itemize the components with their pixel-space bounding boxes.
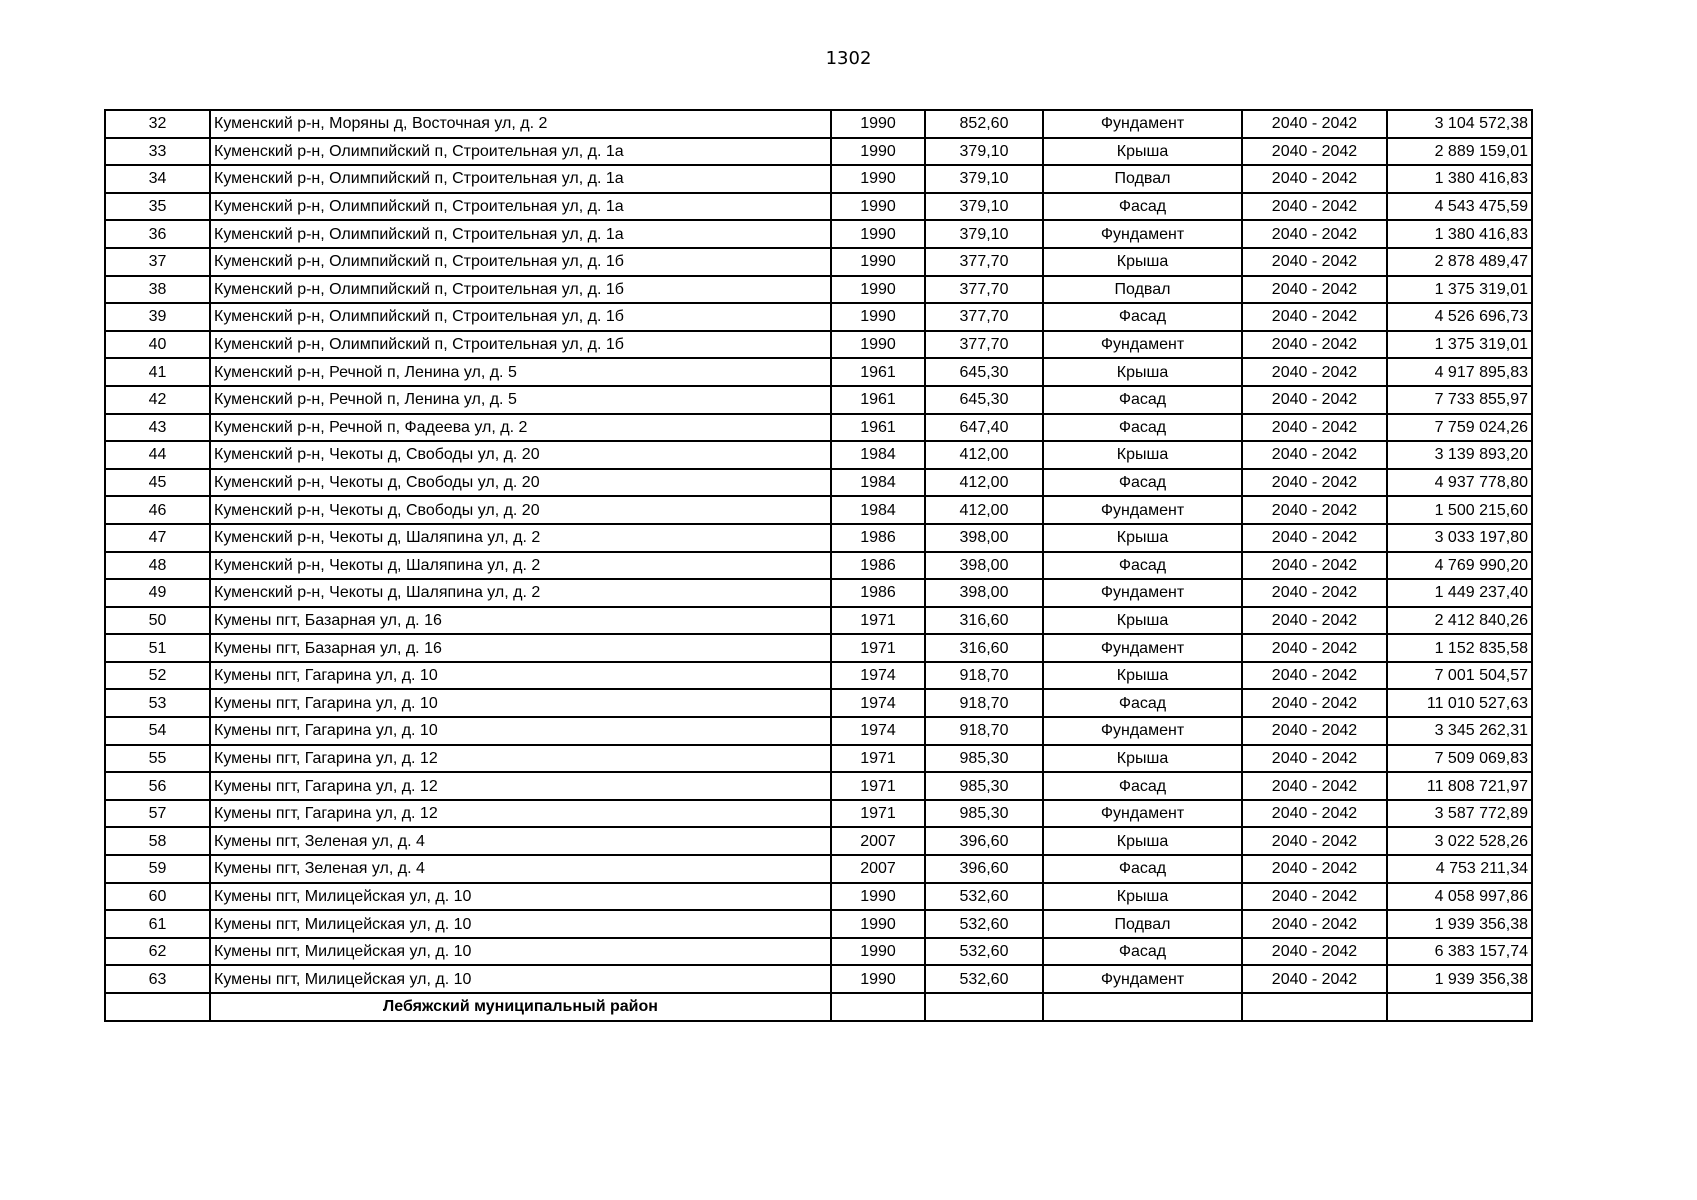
address-cell: Кумены пгт, Гагарина ул, д. 10 xyxy=(210,662,831,690)
period-cell: 2040 - 2042 xyxy=(1242,607,1387,635)
cost-cell: 11 010 527,63 xyxy=(1387,689,1532,717)
cost-cell: 4 769 990,20 xyxy=(1387,552,1532,580)
row-number-cell: 34 xyxy=(105,165,210,193)
work-type-cell: Подвал xyxy=(1043,276,1242,304)
period-cell: 2040 - 2042 xyxy=(1242,717,1387,745)
period-cell: 2040 - 2042 xyxy=(1242,138,1387,166)
cost-cell: 2 412 840,26 xyxy=(1387,607,1532,635)
area-cell: 377,70 xyxy=(925,276,1043,304)
row-number-cell: 39 xyxy=(105,303,210,331)
area-cell: 985,30 xyxy=(925,745,1043,773)
cost-cell: 2 878 489,47 xyxy=(1387,248,1532,276)
work-type-cell: Подвал xyxy=(1043,910,1242,938)
cost-cell: 7 001 504,57 xyxy=(1387,662,1532,690)
year-built-cell: 1990 xyxy=(831,220,925,248)
year-built-cell: 1986 xyxy=(831,524,925,552)
address-cell: Кумены пгт, Милицейская ул, д. 10 xyxy=(210,910,831,938)
cost-cell: 4 937 778,80 xyxy=(1387,469,1532,497)
row-number-cell: 52 xyxy=(105,662,210,690)
period-cell: 2040 - 2042 xyxy=(1242,110,1387,138)
address-cell: Куменский р-н, Чекоты д, Шаляпина ул, д. 2 xyxy=(210,579,831,607)
row-number-cell: 45 xyxy=(105,469,210,497)
period-cell: 2040 - 2042 xyxy=(1242,745,1387,773)
area-cell: 379,10 xyxy=(925,138,1043,166)
table-row xyxy=(105,772,1532,800)
cost-cell: 1 449 237,40 xyxy=(1387,579,1532,607)
period-cell: 2040 - 2042 xyxy=(1242,331,1387,359)
work-type-cell: Фундамент xyxy=(1043,331,1242,359)
row-number-cell: 48 xyxy=(105,552,210,580)
area-cell: 396,60 xyxy=(925,827,1043,855)
area-cell: 918,70 xyxy=(925,662,1043,690)
period-cell: 2040 - 2042 xyxy=(1242,827,1387,855)
year-built-cell: 1971 xyxy=(831,745,925,773)
work-type-cell: Фасад xyxy=(1043,414,1242,442)
table-row xyxy=(105,607,1532,635)
address-cell: Куменский р-н, Олимпийский п, Строительная ул, д. 1а xyxy=(210,193,831,221)
work-type-cell: Крыша xyxy=(1043,662,1242,690)
address-cell: Куменский р-н, Речной п, Фадеева ул, д. 2 xyxy=(210,414,831,442)
table-row xyxy=(105,800,1532,828)
cost-cell: 7 733 855,97 xyxy=(1387,386,1532,414)
cost-cell: 1 939 356,38 xyxy=(1387,965,1532,993)
period-cell: 2040 - 2042 xyxy=(1242,358,1387,386)
period-cell: 2040 - 2042 xyxy=(1242,634,1387,662)
row-number-cell: 38 xyxy=(105,276,210,304)
year-built-cell: 1971 xyxy=(831,634,925,662)
year-built-cell: 1986 xyxy=(831,579,925,607)
period-cell: 2040 - 2042 xyxy=(1242,496,1387,524)
row-number-cell: 62 xyxy=(105,938,210,966)
table-row xyxy=(105,524,1532,552)
address-cell: Куменский р-н, Олимпийский п, Строительная ул, д. 1б xyxy=(210,303,831,331)
address-cell: Кумены пгт, Гагарина ул, д. 10 xyxy=(210,689,831,717)
period-cell: 2040 - 2042 xyxy=(1242,386,1387,414)
cost-cell: 4 753 211,34 xyxy=(1387,855,1532,883)
work-type-cell: Крыша xyxy=(1043,827,1242,855)
work-type-cell: Крыша xyxy=(1043,138,1242,166)
row-number-cell: 46 xyxy=(105,496,210,524)
table-row xyxy=(105,855,1532,883)
address-cell: Куменский р-н, Моряны д, Восточная ул, д. 2 xyxy=(210,110,831,138)
table-row xyxy=(105,662,1532,690)
table-row xyxy=(105,248,1532,276)
work-type-cell: Фасад xyxy=(1043,772,1242,800)
year-built-cell: 2007 xyxy=(831,827,925,855)
year-built-cell: 1974 xyxy=(831,717,925,745)
address-cell: Кумены пгт, Зеленая ул, д. 4 xyxy=(210,855,831,883)
table-row xyxy=(105,552,1532,580)
area-cell: 377,70 xyxy=(925,331,1043,359)
work-type-cell: Фундамент xyxy=(1043,110,1242,138)
table-row xyxy=(105,883,1532,911)
work-type-cell: Фундамент xyxy=(1043,496,1242,524)
table-row xyxy=(105,634,1532,662)
address-cell: Кумены пгт, Базарная ул, д. 16 xyxy=(210,634,831,662)
year-built-cell: 1990 xyxy=(831,331,925,359)
repair-schedule-table xyxy=(104,109,1533,1022)
table-row xyxy=(105,689,1532,717)
year-built-cell: 1961 xyxy=(831,414,925,442)
work-type-cell: Крыша xyxy=(1043,745,1242,773)
period-cell: 2040 - 2042 xyxy=(1242,552,1387,580)
area-cell: 398,00 xyxy=(925,552,1043,580)
cost-cell: 1 500 215,60 xyxy=(1387,496,1532,524)
year-built-cell: 1990 xyxy=(831,110,925,138)
work-type-cell: Крыша xyxy=(1043,441,1242,469)
table-row xyxy=(105,469,1532,497)
address-cell: Куменский р-н, Олимпийский п, Строительная ул, д. 1б xyxy=(210,331,831,359)
cost-cell: 3 345 262,31 xyxy=(1387,717,1532,745)
empty-cell xyxy=(1242,993,1387,1021)
address-cell: Куменский р-н, Олимпийский п, Строительная ул, д. 1а xyxy=(210,165,831,193)
address-cell: Куменский р-н, Чекоты д, Свободы ул, д. 20 xyxy=(210,441,831,469)
table-row xyxy=(105,220,1532,248)
year-built-cell: 1990 xyxy=(831,938,925,966)
row-number-cell: 50 xyxy=(105,607,210,635)
work-type-cell: Крыша xyxy=(1043,248,1242,276)
area-cell: 645,30 xyxy=(925,358,1043,386)
area-cell: 377,70 xyxy=(925,303,1043,331)
year-built-cell: 1990 xyxy=(831,138,925,166)
work-type-cell: Крыша xyxy=(1043,883,1242,911)
area-cell: 316,60 xyxy=(925,607,1043,635)
area-cell: 532,60 xyxy=(925,965,1043,993)
address-cell: Кумены пгт, Милицейская ул, д. 10 xyxy=(210,938,831,966)
row-number-cell: 33 xyxy=(105,138,210,166)
period-cell: 2040 - 2042 xyxy=(1242,883,1387,911)
period-cell: 2040 - 2042 xyxy=(1242,303,1387,331)
cost-cell: 1 939 356,38 xyxy=(1387,910,1532,938)
area-cell: 985,30 xyxy=(925,772,1043,800)
year-built-cell: 1974 xyxy=(831,689,925,717)
row-number-cell: 40 xyxy=(105,331,210,359)
work-type-cell: Фасад xyxy=(1043,193,1242,221)
table-row xyxy=(105,579,1532,607)
cost-cell: 1 380 416,83 xyxy=(1387,220,1532,248)
address-cell: Куменский р-н, Олимпийский п, Строительная ул, д. 1а xyxy=(210,138,831,166)
row-number-cell: 43 xyxy=(105,414,210,442)
cost-cell: 3 022 528,26 xyxy=(1387,827,1532,855)
year-built-cell: 2007 xyxy=(831,855,925,883)
empty-cell xyxy=(831,993,925,1021)
table-row xyxy=(105,441,1532,469)
period-cell: 2040 - 2042 xyxy=(1242,193,1387,221)
table-row xyxy=(105,193,1532,221)
period-cell: 2040 - 2042 xyxy=(1242,220,1387,248)
area-cell: 412,00 xyxy=(925,441,1043,469)
table-row xyxy=(105,938,1532,966)
period-cell: 2040 - 2042 xyxy=(1242,276,1387,304)
row-number-cell: 61 xyxy=(105,910,210,938)
area-cell: 379,10 xyxy=(925,220,1043,248)
period-cell: 2040 - 2042 xyxy=(1242,165,1387,193)
year-built-cell: 1961 xyxy=(831,386,925,414)
year-built-cell: 1971 xyxy=(831,800,925,828)
table-row xyxy=(105,965,1532,993)
address-cell: Кумены пгт, Гагарина ул, д. 12 xyxy=(210,772,831,800)
row-number-cell: 36 xyxy=(105,220,210,248)
period-cell: 2040 - 2042 xyxy=(1242,910,1387,938)
address-cell: Кумены пгт, Гагарина ул, д. 10 xyxy=(210,717,831,745)
table-row xyxy=(105,414,1532,442)
area-cell: 379,10 xyxy=(925,165,1043,193)
row-number-cell: 55 xyxy=(105,745,210,773)
address-cell: Кумены пгт, Зеленая ул, д. 4 xyxy=(210,827,831,855)
area-cell: 379,10 xyxy=(925,193,1043,221)
year-built-cell: 1990 xyxy=(831,965,925,993)
year-built-cell: 1990 xyxy=(831,276,925,304)
address-cell: Куменский р-н, Олимпийский п, Строительная ул, д. 1б xyxy=(210,248,831,276)
area-cell: 532,60 xyxy=(925,883,1043,911)
period-cell: 2040 - 2042 xyxy=(1242,248,1387,276)
row-number-cell: 37 xyxy=(105,248,210,276)
work-type-cell: Фундамент xyxy=(1043,579,1242,607)
row-number-cell: 47 xyxy=(105,524,210,552)
year-built-cell: 1990 xyxy=(831,248,925,276)
year-built-cell: 1971 xyxy=(831,607,925,635)
row-number-cell: 49 xyxy=(105,579,210,607)
address-cell: Кумены пгт, Базарная ул, д. 16 xyxy=(210,607,831,635)
cost-cell: 3 139 893,20 xyxy=(1387,441,1532,469)
table-row xyxy=(105,110,1532,138)
row-number-cell: 63 xyxy=(105,965,210,993)
table-row xyxy=(105,717,1532,745)
address-cell: Куменский р-н, Чекоты д, Свободы ул, д. 20 xyxy=(210,469,831,497)
cost-cell: 7 509 069,83 xyxy=(1387,745,1532,773)
area-cell: 398,00 xyxy=(925,579,1043,607)
cost-cell: 6 383 157,74 xyxy=(1387,938,1532,966)
period-cell: 2040 - 2042 xyxy=(1242,689,1387,717)
year-built-cell: 1961 xyxy=(831,358,925,386)
cost-cell: 11 808 721,97 xyxy=(1387,772,1532,800)
period-cell: 2040 - 2042 xyxy=(1242,524,1387,552)
table-row xyxy=(105,496,1532,524)
area-cell: 316,60 xyxy=(925,634,1043,662)
work-type-cell: Крыша xyxy=(1043,607,1242,635)
work-type-cell: Фундамент xyxy=(1043,220,1242,248)
period-cell: 2040 - 2042 xyxy=(1242,855,1387,883)
period-cell: 2040 - 2042 xyxy=(1242,772,1387,800)
row-number-cell: 53 xyxy=(105,689,210,717)
cost-cell: 2 889 159,01 xyxy=(1387,138,1532,166)
page-number: 1302 xyxy=(825,48,872,69)
row-number-cell: 58 xyxy=(105,827,210,855)
district-heading-row xyxy=(105,993,1532,1021)
table-row xyxy=(105,386,1532,414)
area-cell: 918,70 xyxy=(925,717,1043,745)
address-cell: Куменский р-н, Чекоты д, Шаляпина ул, д. 2 xyxy=(210,552,831,580)
row-number-cell: 35 xyxy=(105,193,210,221)
period-cell: 2040 - 2042 xyxy=(1242,469,1387,497)
period-cell: 2040 - 2042 xyxy=(1242,579,1387,607)
table-row xyxy=(105,276,1532,304)
row-number-cell: 54 xyxy=(105,717,210,745)
row-number-cell: 42 xyxy=(105,386,210,414)
row-number-cell: 44 xyxy=(105,441,210,469)
cost-cell: 3 587 772,89 xyxy=(1387,800,1532,828)
year-built-cell: 1984 xyxy=(831,469,925,497)
area-cell: 647,40 xyxy=(925,414,1043,442)
cost-cell: 1 380 416,83 xyxy=(1387,165,1532,193)
table-row xyxy=(105,910,1532,938)
area-cell: 398,00 xyxy=(925,524,1043,552)
table-row xyxy=(105,303,1532,331)
table-row xyxy=(105,827,1532,855)
address-cell: Куменский р-н, Речной п, Ленина ул, д. 5 xyxy=(210,358,831,386)
work-type-cell: Фасад xyxy=(1043,938,1242,966)
cost-cell: 1 375 319,01 xyxy=(1387,276,1532,304)
cost-cell: 1 375 319,01 xyxy=(1387,331,1532,359)
work-type-cell: Подвал xyxy=(1043,165,1242,193)
period-cell: 2040 - 2042 xyxy=(1242,965,1387,993)
area-cell: 396,60 xyxy=(925,855,1043,883)
area-cell: 412,00 xyxy=(925,496,1043,524)
empty-cell xyxy=(1043,993,1242,1021)
work-type-cell: Фасад xyxy=(1043,386,1242,414)
year-built-cell: 1990 xyxy=(831,165,925,193)
table-row xyxy=(105,165,1532,193)
work-type-cell: Фасад xyxy=(1043,552,1242,580)
work-type-cell: Крыша xyxy=(1043,358,1242,386)
cost-cell: 7 759 024,26 xyxy=(1387,414,1532,442)
area-cell: 532,60 xyxy=(925,938,1043,966)
address-cell: Куменский р-н, Олимпийский п, Строительная ул, д. 1б xyxy=(210,276,831,304)
work-type-cell: Фасад xyxy=(1043,469,1242,497)
year-built-cell: 1971 xyxy=(831,772,925,800)
period-cell: 2040 - 2042 xyxy=(1242,414,1387,442)
address-cell: Кумены пгт, Гагарина ул, д. 12 xyxy=(210,800,831,828)
address-cell: Куменский р-н, Речной п, Ленина ул, д. 5 xyxy=(210,386,831,414)
work-type-cell: Фундамент xyxy=(1043,800,1242,828)
period-cell: 2040 - 2042 xyxy=(1242,938,1387,966)
year-built-cell: 1990 xyxy=(831,910,925,938)
cost-cell: 4 526 696,73 xyxy=(1387,303,1532,331)
row-number-cell: 51 xyxy=(105,634,210,662)
row-number-cell: 32 xyxy=(105,110,210,138)
area-cell: 532,60 xyxy=(925,910,1043,938)
address-cell: Кумены пгт, Милицейская ул, д. 10 xyxy=(210,883,831,911)
cost-cell: 3 104 572,38 xyxy=(1387,110,1532,138)
period-cell: 2040 - 2042 xyxy=(1242,441,1387,469)
work-type-cell: Фундамент xyxy=(1043,965,1242,993)
row-number-cell: 56 xyxy=(105,772,210,800)
table-row xyxy=(105,358,1532,386)
address-cell: Куменский р-н, Чекоты д, Свободы ул, д. 20 xyxy=(210,496,831,524)
year-built-cell: 1974 xyxy=(831,662,925,690)
empty-cell xyxy=(1387,993,1532,1021)
row-number-cell: 57 xyxy=(105,800,210,828)
year-built-cell: 1986 xyxy=(831,552,925,580)
work-type-cell: Фасад xyxy=(1043,855,1242,883)
period-cell: 2040 - 2042 xyxy=(1242,662,1387,690)
cost-cell: 3 033 197,80 xyxy=(1387,524,1532,552)
cost-cell: 4 058 997,86 xyxy=(1387,883,1532,911)
row-number-cell: 41 xyxy=(105,358,210,386)
period-cell: 2040 - 2042 xyxy=(1242,800,1387,828)
address-cell: Куменский р-н, Чекоты д, Шаляпина ул, д. 2 xyxy=(210,524,831,552)
address-cell: Кумены пгт, Милицейская ул, д. 10 xyxy=(210,965,831,993)
work-type-cell: Крыша xyxy=(1043,524,1242,552)
area-cell: 377,70 xyxy=(925,248,1043,276)
area-cell: 645,30 xyxy=(925,386,1043,414)
work-type-cell: Фасад xyxy=(1043,303,1242,331)
area-cell: 985,30 xyxy=(925,800,1043,828)
cost-cell: 4 543 475,59 xyxy=(1387,193,1532,221)
year-built-cell: 1990 xyxy=(831,883,925,911)
cost-cell: 1 152 835,58 xyxy=(1387,634,1532,662)
row-number-cell: 59 xyxy=(105,855,210,883)
table-body xyxy=(105,110,1532,1021)
work-type-cell: Фундамент xyxy=(1043,717,1242,745)
district-heading: Лебяжский муниципальный район xyxy=(210,993,831,1021)
address-cell: Куменский р-н, Олимпийский п, Строительная ул, д. 1а xyxy=(210,220,831,248)
year-built-cell: 1984 xyxy=(831,441,925,469)
empty-cell xyxy=(105,993,210,1021)
year-built-cell: 1984 xyxy=(831,496,925,524)
row-number-cell: 60 xyxy=(105,883,210,911)
work-type-cell: Фасад xyxy=(1043,689,1242,717)
area-cell: 918,70 xyxy=(925,689,1043,717)
cost-cell: 4 917 895,83 xyxy=(1387,358,1532,386)
year-built-cell: 1990 xyxy=(831,193,925,221)
work-type-cell: Фундамент xyxy=(1043,634,1242,662)
year-built-cell: 1990 xyxy=(831,303,925,331)
area-cell: 852,60 xyxy=(925,110,1043,138)
table-row xyxy=(105,745,1532,773)
table-row xyxy=(105,138,1532,166)
empty-cell xyxy=(925,993,1043,1021)
table-row xyxy=(105,331,1532,359)
area-cell: 412,00 xyxy=(925,469,1043,497)
address-cell: Кумены пгт, Гагарина ул, д. 12 xyxy=(210,745,831,773)
